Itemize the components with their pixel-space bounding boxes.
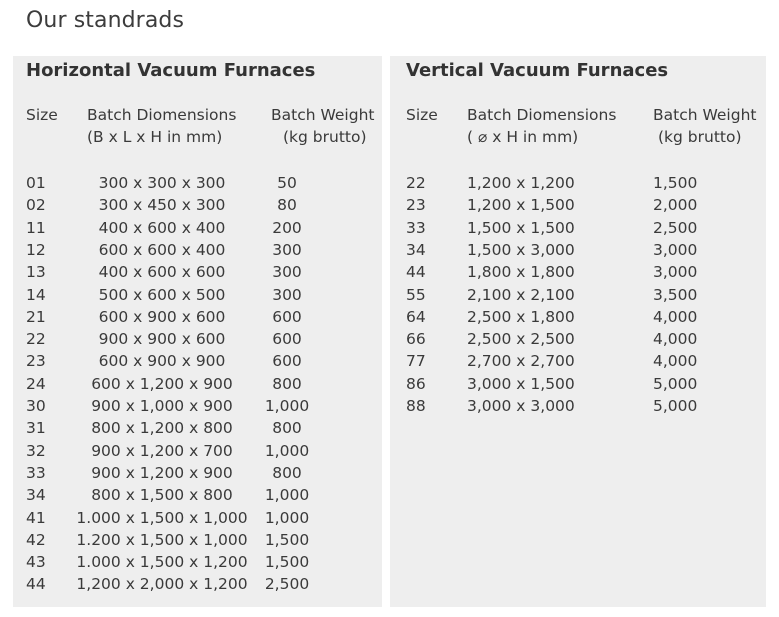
size-cell: 22 — [26, 330, 46, 349]
weight-cell: 1,000 — [264, 486, 310, 505]
weight-cell: 1,500 — [264, 553, 310, 572]
header-dims: Batch Diomensions — [87, 106, 237, 124]
size-cell: 13 — [26, 263, 46, 282]
dims-cell: 1,500 x 1,500 — [467, 218, 575, 237]
dims-cell: 800 x 1,500 x 800 — [91, 486, 233, 505]
size-cell: 33 — [406, 218, 426, 237]
page-title: Our standrads — [26, 8, 185, 33]
table-row — [13, 375, 382, 397]
size-cell: 34 — [26, 486, 46, 505]
vertical-furnaces-panel — [390, 56, 766, 607]
table-row — [13, 442, 382, 464]
weight-cell: 5,000 — [653, 374, 698, 393]
header-dims-unit: (B x L x H in mm) — [87, 128, 223, 146]
table-row — [13, 486, 382, 508]
table-row — [13, 308, 382, 330]
weight-cell: 800 — [272, 463, 302, 482]
weight-cell: 300 — [272, 263, 302, 282]
size-cell: 64 — [406, 307, 426, 326]
weight-cell: 2,500 — [653, 218, 698, 237]
dims-cell: 2,700 x 2,700 — [467, 352, 575, 371]
weight-cell: 2,500 — [264, 575, 310, 594]
size-cell: 31 — [26, 419, 46, 438]
weight-cell: 1,500 — [653, 174, 698, 192]
dims-cell: 900 x 1,200 x 900 — [91, 463, 233, 482]
dims-cell: 1,500 x 3,000 — [467, 240, 575, 259]
dims-cell: 600 x 900 x 600 — [98, 307, 226, 326]
size-cell: 41 — [26, 508, 46, 527]
table-row — [13, 419, 382, 441]
table-row — [390, 308, 766, 330]
size-cell: 43 — [26, 553, 46, 572]
size-cell: 66 — [406, 330, 426, 349]
dims-cell: 900 x 900 x 600 — [98, 330, 226, 349]
size-cell: 86 — [406, 374, 426, 393]
table-row — [390, 241, 766, 263]
weight-cell: 3,000 — [653, 263, 698, 282]
table-row — [390, 375, 766, 397]
table-row — [390, 330, 766, 352]
weight-cell: 800 — [272, 374, 302, 393]
size-cell: 24 — [26, 374, 46, 393]
dims-cell: 600 x 900 x 900 — [98, 352, 226, 371]
dims-cell: 400 x 600 x 600 — [98, 263, 226, 282]
header-weight-unit: (kg brutto) — [283, 128, 367, 146]
table-row — [390, 397, 766, 419]
header-weight-unit: (kg brutto) — [658, 128, 742, 146]
table-row — [13, 397, 382, 419]
table-row — [13, 352, 382, 374]
size-cell: 23 — [26, 352, 46, 371]
weight-cell: 4,000 — [653, 307, 698, 326]
header-weight: Batch Weight — [653, 106, 757, 124]
weight-cell: 2,000 — [653, 196, 698, 215]
dims-cell: 800 x 1,200 x 800 — [91, 419, 233, 438]
weight-cell: 80 — [277, 196, 297, 215]
weight-cell: 1,000 — [264, 508, 310, 527]
dims-cell: 1.200 x 1,500 x 1,000 — [76, 530, 248, 549]
table-row — [13, 263, 382, 285]
table-row — [390, 196, 766, 218]
size-cell: 11 — [26, 218, 46, 237]
table-row — [13, 219, 382, 241]
horizontal-panel-title: Horizontal Vacuum Furnaces — [26, 60, 316, 81]
size-cell: 33 — [26, 463, 46, 482]
weight-cell: 200 — [272, 218, 302, 237]
size-cell: 30 — [26, 397, 46, 415]
weight-cell: 5,000 — [653, 397, 698, 415]
header-dims: Batch Diomensions — [467, 106, 617, 124]
dims-cell: 1,200 x 2,000 x 1,200 — [76, 575, 248, 594]
size-cell: 12 — [26, 240, 46, 259]
dims-cell: 900 x 1,200 x 700 — [91, 441, 233, 460]
table-row — [390, 219, 766, 241]
dims-cell: 300 x 450 x 300 — [98, 196, 226, 215]
dims-cell: 1,200 x 1,500 — [467, 196, 575, 215]
weight-cell: 600 — [272, 352, 302, 371]
dims-cell: 2,500 x 1,800 — [467, 307, 575, 326]
weight-cell: 1,000 — [264, 397, 310, 415]
dims-cell: 600 x 1,200 x 900 — [91, 374, 233, 393]
size-cell: 23 — [406, 196, 426, 215]
weight-cell: 800 — [272, 419, 302, 438]
weight-cell: 1,500 — [264, 530, 310, 549]
dims-cell: 1.000 x 1,500 x 1,000 — [76, 508, 248, 527]
size-cell: 34 — [406, 240, 426, 259]
table-row — [13, 464, 382, 486]
dims-cell: 300 x 300 x 300 — [98, 174, 226, 192]
weight-cell: 300 — [272, 285, 302, 304]
header-size: Size — [26, 106, 58, 124]
size-cell: 22 — [406, 174, 426, 192]
weight-cell: 600 — [272, 330, 302, 349]
dims-cell: 500 x 600 x 500 — [98, 285, 226, 304]
header-size: Size — [406, 106, 438, 124]
table-row — [13, 330, 382, 352]
table-row — [390, 174, 766, 196]
size-cell: 44 — [406, 263, 426, 282]
weight-cell: 4,000 — [653, 330, 698, 349]
vertical-panel-title: Vertical Vacuum Furnaces — [406, 60, 669, 81]
weight-cell: 300 — [272, 240, 302, 259]
weight-cell: 4,000 — [653, 352, 698, 371]
size-cell: 77 — [406, 352, 426, 371]
weight-cell: 1,000 — [264, 441, 310, 460]
header-dims-unit: ( ⌀ x H in mm) — [467, 128, 579, 146]
size-cell: 44 — [26, 575, 46, 594]
table-row — [390, 263, 766, 285]
size-cell: 14 — [26, 285, 46, 304]
table-row — [390, 286, 766, 308]
table-row — [13, 531, 382, 553]
weight-cell: 50 — [277, 174, 297, 192]
size-cell: 42 — [26, 530, 46, 549]
dims-cell: 1,800 x 1,800 — [467, 263, 575, 282]
dims-cell: 600 x 600 x 400 — [98, 240, 226, 259]
dims-cell: 400 x 600 x 400 — [98, 218, 226, 237]
table-row — [13, 509, 382, 531]
size-cell: 32 — [26, 441, 46, 460]
dims-cell: 3,000 x 1,500 — [467, 374, 575, 393]
table-row — [13, 575, 382, 597]
size-cell: 55 — [406, 285, 426, 304]
dims-cell: 3,000 x 3,000 — [467, 397, 575, 415]
weight-cell: 3,000 — [653, 240, 698, 259]
size-cell: 02 — [26, 196, 46, 215]
table-row — [13, 286, 382, 308]
size-cell: 01 — [26, 174, 46, 192]
header-weight: Batch Weight — [271, 106, 375, 124]
table-row — [13, 553, 382, 575]
dims-cell: 1,200 x 1,200 — [467, 174, 575, 192]
table-row — [13, 196, 382, 218]
horizontal-furnaces-panel — [13, 56, 382, 607]
table-row — [390, 352, 766, 374]
size-cell: 88 — [406, 397, 426, 415]
weight-cell: 3,500 — [653, 285, 698, 304]
size-cell: 21 — [26, 307, 46, 326]
table-row — [13, 174, 382, 196]
table-row — [13, 241, 382, 263]
dims-cell: 900 x 1,000 x 900 — [91, 397, 233, 415]
dims-cell: 1.000 x 1,500 x 1,200 — [76, 553, 248, 572]
weight-cell: 600 — [272, 307, 302, 326]
dims-cell: 2,500 x 2,500 — [467, 330, 575, 349]
dims-cell: 2,100 x 2,100 — [467, 285, 575, 304]
